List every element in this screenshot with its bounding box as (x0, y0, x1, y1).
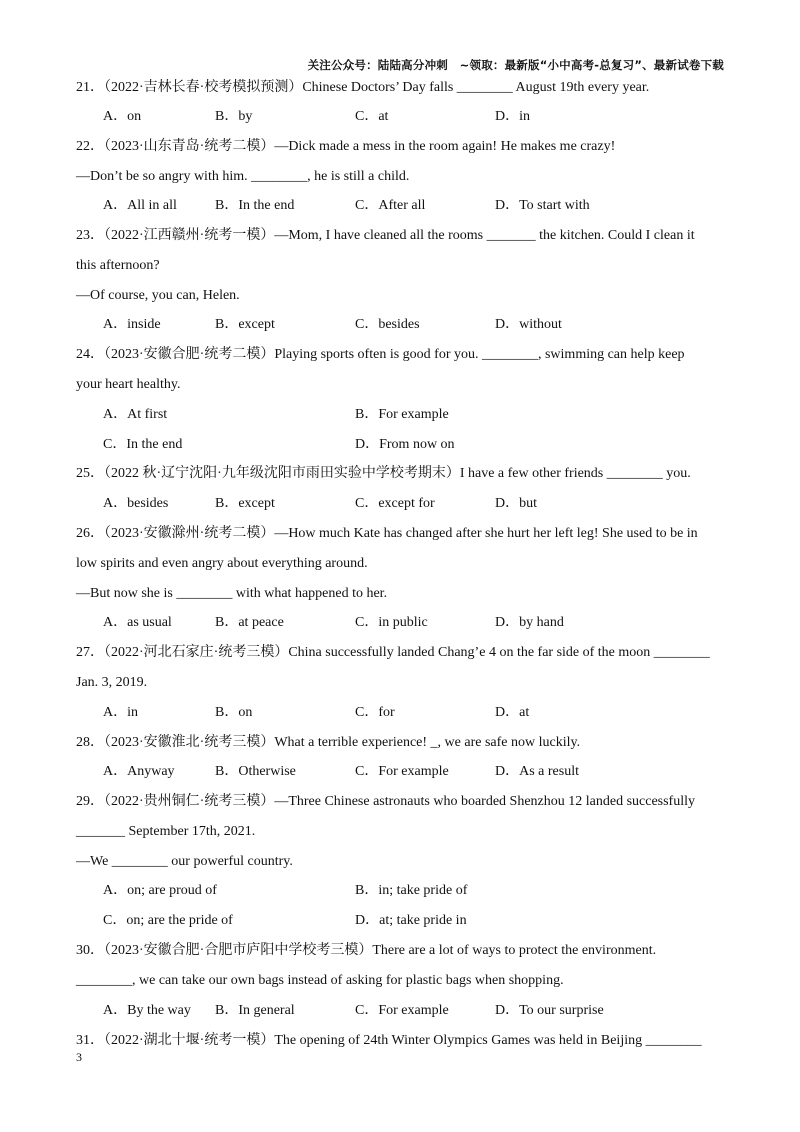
question-22-stem: 22．（2023·山东青岛·统考二模）—Dick made a mess in the room again! He makes me crazy! (76, 139, 616, 154)
option-a: A．in (103, 705, 138, 720)
option-b: B．by (215, 109, 253, 124)
question-29-stem-cont: _______ September 17th, 2021. (76, 824, 256, 839)
option-b: B．at peace (215, 615, 284, 630)
option-b: B．In general (215, 1003, 295, 1018)
option-a: A．besides (103, 496, 169, 511)
option-a: A．Anyway (103, 764, 175, 779)
question-26-stem: 26．（2023·安徽滁州·统考二模）—How much Kate has changed after she hurt her left leg! She used to be in (76, 526, 698, 541)
option-c: C．at (355, 109, 389, 124)
option-d: D．at (495, 705, 530, 720)
option-d: D．at; take pride in (355, 913, 467, 928)
option-a: A．as usual (103, 615, 172, 630)
option-b: B．on (215, 705, 253, 720)
option-b: B．in; take pride of (355, 883, 468, 898)
option-c: C．In the end (103, 437, 183, 452)
option-c: C．except for (355, 496, 435, 511)
question-26-reply: —But now she is ________ with what happened to her. (76, 586, 388, 601)
question-21-stem: 21．（2022·吉林长春·校考模拟预测）Chinese Doctors’ Day falls ________ August 19th every year. (76, 80, 650, 95)
question-24-stem-cont: your heart healthy. (76, 377, 181, 392)
question-28-stem: 28．（2023·安徽淮北·统考三模）What a terrible experience! _, we are safe now luckily. (76, 735, 581, 750)
option-a: A．At first (103, 407, 168, 422)
option-d: D．From now on (355, 437, 455, 452)
question-29-stem: 29．（2022·贵州铜仁·统考三模）—Three Chinese astronauts who boarded Shenzhou 12 landed successfully (76, 794, 695, 809)
option-b: B．except (215, 496, 275, 511)
option-d: D．To start with (495, 198, 590, 213)
question-25-stem: 25．（2022 秋·辽宁沈阳·九年级沈阳市雨田实验中学校考期末）I have a few other friends ________ you. (76, 466, 691, 481)
option-d: D．in (495, 109, 530, 124)
question-22-reply: —Don’t be so angry with him. ________, he is still a child. (76, 169, 410, 184)
option-c: C．For example (355, 1003, 449, 1018)
option-a: A．All in all (103, 198, 177, 213)
option-a: A．inside (103, 317, 161, 332)
option-a: A．By the way (103, 1003, 191, 1018)
option-b: B．For example (355, 407, 449, 422)
option-b: B．Otherwise (215, 764, 296, 779)
option-c: C．After all (355, 198, 426, 213)
option-d: D．As a result (495, 764, 579, 779)
option-a: A．on; are proud of (103, 883, 217, 898)
option-d: D．without (495, 317, 562, 332)
page-header: 关注公众号：陆陆高分冲刺 ~领取：最新版“小中高考-总复习”、最新试卷下载 (307, 58, 724, 72)
option-c: C．For example (355, 764, 449, 779)
question-24-stem: 24．（2023·安徽合肥·统考二模）Playing sports often is good for you. ________, swimming can help keep (76, 347, 685, 362)
question-23-stem-cont: this afternoon? (76, 258, 160, 273)
question-27-stem: 27．（2022·河北石家庄·统考三模）China successfully landed Chang’e 4 on the far side of the moon ________ (76, 645, 710, 660)
question-30-stem: 30．（2023·安徽合肥·合肥市庐阳中学校考三模）There are a lot of ways to protect the environment. (76, 943, 657, 958)
option-c: C．on; are the pride of (103, 913, 233, 928)
question-31-stem: 31．（2022·湖北十堰·统考一模）The opening of 24th Winter Olympics Games was held in Beijing ________ (76, 1033, 702, 1048)
option-c: C．besides (355, 317, 420, 332)
option-b: B．except (215, 317, 275, 332)
question-30-stem-cont: ________, we can take our own bags instead of asking for plastic bags when shopping. (76, 973, 564, 988)
option-d: D．by hand (495, 615, 564, 630)
question-29-reply: —We ________ our powerful country. (76, 854, 293, 869)
question-27-stem-cont: Jan. 3, 2019. (76, 675, 148, 690)
question-26-stem-cont: low spirits and even angry about everything around. (76, 556, 368, 571)
option-a: A．on (103, 109, 142, 124)
option-d: D．To our surprise (495, 1003, 604, 1018)
option-b: B．In the end (215, 198, 295, 213)
option-c: C．in public (355, 615, 428, 630)
option-d: D．but (495, 496, 537, 511)
question-23-reply: —Of course, you can, Helen. (76, 288, 240, 303)
question-23-stem: 23．（2022·江西赣州·统考一模）—Mom, I have cleaned all the rooms _______ the kitchen. Could I clean it (76, 228, 695, 243)
option-c: C．for (355, 705, 395, 720)
page-number: 3 (76, 1050, 82, 1064)
